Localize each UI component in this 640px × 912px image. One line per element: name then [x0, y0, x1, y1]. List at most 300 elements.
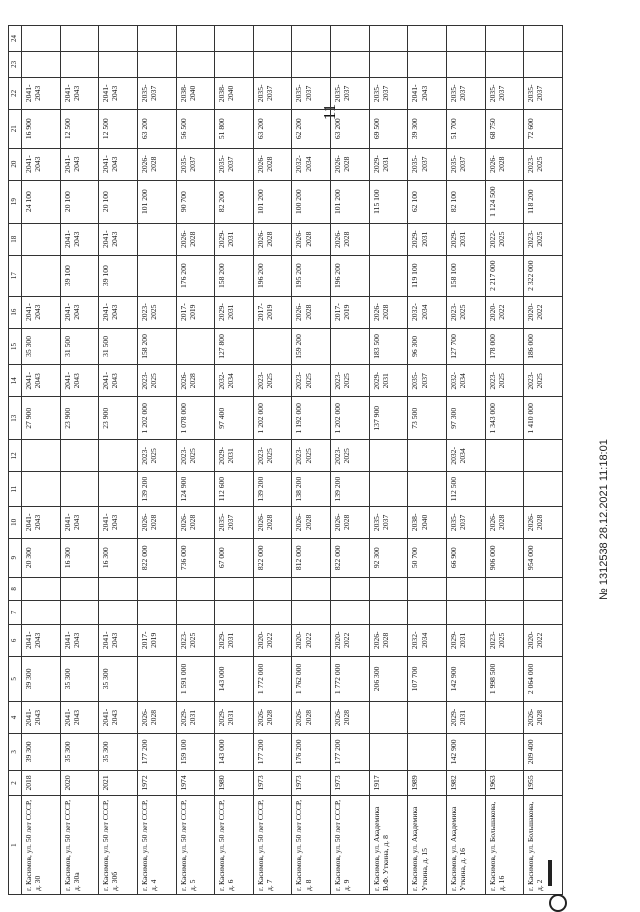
table-cell: 51 700: [447, 109, 486, 148]
table-cell: [369, 223, 408, 255]
table-cell: 39 300: [408, 109, 447, 148]
table-cell: 1 202 000: [253, 397, 292, 440]
table-cell: 2023-2025: [331, 365, 370, 397]
table-cell: 62 200: [292, 109, 331, 148]
table-cell: [447, 26, 486, 52]
table-cell: 101 200: [137, 180, 176, 223]
table-cell: 177 200: [137, 734, 176, 770]
table-cell: 2026-2028: [253, 701, 292, 733]
table-cell: 2038-2040: [215, 77, 254, 109]
table-row: [331, 26, 370, 895]
table-row: [22, 26, 61, 895]
table-cell: [176, 328, 215, 364]
table-cell: 822 000: [331, 538, 370, 577]
table-cell: 2020: [60, 770, 99, 796]
table-cell: 2026-2028: [176, 365, 215, 397]
table-cell: 2026-2028: [485, 506, 524, 538]
table-cell: 2035-2037: [253, 77, 292, 109]
table-cell: [331, 601, 370, 625]
table-cell: [331, 52, 370, 78]
table-cell: 82 100: [447, 180, 486, 223]
table-cell: 69 500: [369, 109, 408, 148]
table-cell: 127 800: [215, 328, 254, 364]
table-cell: 63 200: [331, 109, 370, 148]
table-cell: 2023-2025: [176, 624, 215, 656]
table-cell: 101 200: [331, 180, 370, 223]
table-cell: [331, 26, 370, 52]
table-cell: 112 500: [447, 472, 486, 506]
table-cell: 143 000: [215, 656, 254, 701]
table-cell: 2023-2025: [253, 440, 292, 472]
table-cell: 1917: [369, 770, 408, 796]
table-cell: [331, 328, 370, 364]
table-cell: 1955: [524, 770, 563, 796]
table-cell: 31 500: [60, 328, 99, 364]
address-cell: г. Касимов, ул. 50 лет СССР, д. 6: [215, 796, 254, 895]
table-cell: [253, 577, 292, 601]
table-cell: 2041-2043: [60, 624, 99, 656]
table-cell: 35 300: [22, 328, 61, 364]
table-cell: [408, 734, 447, 770]
table-cell: [524, 577, 563, 601]
table-row: [408, 26, 447, 895]
table-cell: 39 300: [22, 734, 61, 770]
header-cell: 9: [9, 538, 22, 577]
table-cell: 97 300: [447, 397, 486, 440]
table-cell: 2026-2028: [369, 296, 408, 328]
table-cell: [292, 577, 331, 601]
table-cell: 2023-2025: [253, 365, 292, 397]
table-cell: 73 500: [408, 397, 447, 440]
table-cell: [485, 26, 524, 52]
header-cell: 15: [9, 328, 22, 364]
table-cell: 158 200: [215, 255, 254, 296]
table-cell: 2 217 000: [485, 255, 524, 296]
table-cell: 139 200: [253, 472, 292, 506]
table-cell: 195 200: [292, 255, 331, 296]
header-cell: 23: [9, 52, 22, 78]
table-cell: 186 000: [524, 328, 563, 364]
table-cell: 2035-2037: [137, 77, 176, 109]
table-cell: 2041-2043: [99, 701, 138, 733]
header-cell: 14: [9, 365, 22, 397]
table-cell: [408, 472, 447, 506]
table-cell: [60, 577, 99, 601]
table-cell: [369, 26, 408, 52]
table-cell: 2 064 000: [524, 656, 563, 701]
table-cell: [137, 52, 176, 78]
table-cell: 2035-2037: [176, 148, 215, 180]
table-cell: 142 900: [447, 734, 486, 770]
header-row: [9, 26, 22, 895]
table-cell: 2020-2022: [253, 624, 292, 656]
table-cell: 66 900: [447, 538, 486, 577]
table-cell: 1989: [408, 770, 447, 796]
table-cell: [408, 440, 447, 472]
table-cell: [22, 223, 61, 255]
header-cell: 1: [9, 796, 22, 895]
table-cell: 90 700: [176, 180, 215, 223]
table-cell: 23 900: [60, 397, 99, 440]
table-cell: 1973: [331, 770, 370, 796]
table-cell: [99, 601, 138, 625]
table-cell: 2041-2043: [99, 223, 138, 255]
table-cell: 50 700: [408, 538, 447, 577]
table-cell: [447, 601, 486, 625]
table-cell: 2023-2025: [485, 624, 524, 656]
table-cell: [22, 601, 61, 625]
table-cell: 2026-2028: [292, 701, 331, 733]
table-cell: 2038-2040: [176, 77, 215, 109]
table-cell: 2041-2043: [408, 77, 447, 109]
table-cell: 107 700: [408, 656, 447, 701]
table-cell: 2026-2028: [485, 148, 524, 180]
table-cell: 12 500: [99, 109, 138, 148]
table-cell: 72 600: [524, 109, 563, 148]
table-cell: 2023-2025: [137, 365, 176, 397]
table-cell: 2026-2028: [524, 701, 563, 733]
table-cell: 1982: [447, 770, 486, 796]
header-cell: 13: [9, 397, 22, 440]
table-cell: 2026-2028: [176, 506, 215, 538]
table-cell: 23 900: [99, 397, 138, 440]
table-cell: 2041-2043: [22, 77, 61, 109]
table-row: [253, 26, 292, 895]
table-cell: 56 500: [176, 109, 215, 148]
table-cell: 177 200: [253, 734, 292, 770]
header-cell: 21: [9, 109, 22, 148]
table-cell: 2041-2043: [99, 148, 138, 180]
table-cell: 178 000: [485, 328, 524, 364]
table-cell: 101 200: [253, 180, 292, 223]
header-cell: 16: [9, 296, 22, 328]
table-cell: 82 200: [215, 180, 254, 223]
table-cell: [253, 26, 292, 52]
table-cell: 2041-2043: [60, 365, 99, 397]
table-cell: 2041-2043: [60, 506, 99, 538]
table-cell: 2023-2025: [292, 365, 331, 397]
table-cell: 119 100: [408, 255, 447, 296]
table-cell: [22, 440, 61, 472]
table-cell: [60, 440, 99, 472]
table-cell: 139 200: [331, 472, 370, 506]
table-cell: 2017-2019: [176, 296, 215, 328]
table-cell: [253, 601, 292, 625]
table-cell: 1 202 000: [331, 397, 370, 440]
table-cell: 954 000: [524, 538, 563, 577]
table-cell: [331, 577, 370, 601]
table-cell: 158 200: [137, 328, 176, 364]
table-cell: 2038-2040: [408, 506, 447, 538]
address-cell: г. Касимов, ул. 50 лет СССР, д. 9: [331, 796, 370, 895]
table-cell: 1 124 500: [485, 180, 524, 223]
header-cell: 7: [9, 601, 22, 625]
table-cell: 39 300: [22, 656, 61, 701]
table-cell: 2035-2037: [369, 77, 408, 109]
table-cell: 2029-2031: [215, 223, 254, 255]
header-cell: 24: [9, 26, 22, 52]
table-cell: 206 300: [369, 656, 408, 701]
table-cell: 183 500: [369, 328, 408, 364]
table-cell: 2041-2043: [22, 296, 61, 328]
table-cell: 2041-2043: [99, 365, 138, 397]
table-cell: 2032-2034: [215, 365, 254, 397]
table-cell: 2020-2022: [524, 624, 563, 656]
table-cell: 92 300: [369, 538, 408, 577]
table-cell: [292, 52, 331, 78]
table-cell: 97 400: [215, 397, 254, 440]
table-cell: 62 100: [408, 180, 447, 223]
address-cell: г. Касимов, ул. Большакова, д. 2: [524, 796, 563, 895]
table-cell: 2026-2028: [292, 296, 331, 328]
table-cell: 138 200: [292, 472, 331, 506]
table-cell: 2032-2034: [447, 440, 486, 472]
table-cell: 2041-2043: [22, 148, 61, 180]
table-cell: 1 998 500: [485, 656, 524, 701]
table-cell: 2020-2022: [524, 296, 563, 328]
table-cell: 1 591 000: [176, 656, 215, 701]
table-cell: 2041-2043: [99, 624, 138, 656]
table-row: [292, 26, 331, 895]
table-cell: 2029-2031: [215, 296, 254, 328]
table-cell: 2026-2028: [176, 223, 215, 255]
table-cell: [137, 26, 176, 52]
table-cell: 2023-2025: [524, 148, 563, 180]
table-cell: [99, 26, 138, 52]
table-cell: 16 900: [22, 109, 61, 148]
table-cell: [137, 255, 176, 296]
table-cell: 822 000: [137, 538, 176, 577]
header-cell: 10: [9, 506, 22, 538]
table-cell: [137, 577, 176, 601]
header-cell: 8: [9, 577, 22, 601]
address-cell: г. Касимов, ул. 50 лет СССР, д. 30б: [99, 796, 138, 895]
table-cell: [22, 255, 61, 296]
table-cell: 24 100: [22, 180, 61, 223]
table-cell: 112 600: [215, 472, 254, 506]
table-cell: 2035-2037: [292, 77, 331, 109]
address-cell: г. Касимов, ул. 50 лет СССР, д. 7: [253, 796, 292, 895]
table-cell: 2041-2043: [60, 701, 99, 733]
table-cell: 2022-2025: [485, 223, 524, 255]
table-cell: [485, 52, 524, 78]
table-cell: [369, 601, 408, 625]
table-cell: 51 800: [215, 109, 254, 148]
rotated-table-container: [8, 25, 563, 895]
table-cell: [524, 472, 563, 506]
table-cell: 2017-2019: [331, 296, 370, 328]
header-cell: 18: [9, 223, 22, 255]
table-cell: 20 100: [60, 180, 99, 223]
table-cell: 2020-2022: [292, 624, 331, 656]
table-cell: [485, 472, 524, 506]
table-cell: 2023-2025: [524, 365, 563, 397]
table-cell: 2026-2028: [253, 148, 292, 180]
table-cell: 63 200: [253, 109, 292, 148]
table-row: [447, 26, 486, 895]
table-cell: [176, 52, 215, 78]
table-cell: [485, 734, 524, 770]
table-cell: [524, 26, 563, 52]
table-cell: 2023-2025: [485, 365, 524, 397]
table-cell: [60, 26, 99, 52]
table-cell: 2 322 000: [524, 255, 563, 296]
table-cell: [253, 328, 292, 364]
table-cell: [524, 52, 563, 78]
table-cell: [408, 26, 447, 52]
table-cell: 822 000: [253, 538, 292, 577]
table-cell: 2026-2028: [524, 506, 563, 538]
table-cell: [22, 472, 61, 506]
table-cell: 1 343 000: [485, 397, 524, 440]
table-cell: 27 900: [22, 397, 61, 440]
table-cell: 736 000: [176, 538, 215, 577]
table-cell: 2041-2043: [22, 506, 61, 538]
table-cell: [447, 577, 486, 601]
address-cell: г. Касимов, ул. 50 лет СССР, д. 30: [22, 796, 61, 895]
table-cell: 16 300: [99, 538, 138, 577]
table-cell: 2041-2043: [99, 506, 138, 538]
table-cell: 1973: [253, 770, 292, 796]
table-row: [369, 26, 408, 895]
table-cell: 143 000: [215, 734, 254, 770]
seal-icon: [549, 894, 567, 912]
table-cell: 31 500: [99, 328, 138, 364]
table-cell: [485, 577, 524, 601]
table-cell: [485, 601, 524, 625]
table-cell: 196 200: [253, 255, 292, 296]
table-cell: [22, 577, 61, 601]
table-cell: 812 000: [292, 538, 331, 577]
table-cell: [408, 701, 447, 733]
table-cell: 176 200: [292, 734, 331, 770]
header-cell: 12: [9, 440, 22, 472]
table-cell: 1 192 000: [292, 397, 331, 440]
table-cell: 2035-2037: [369, 506, 408, 538]
table-cell: 35 300: [99, 656, 138, 701]
table-cell: [99, 52, 138, 78]
table-cell: 176 200: [176, 255, 215, 296]
table-cell: 2035-2037: [215, 148, 254, 180]
table-cell: 12 500: [60, 109, 99, 148]
table-cell: 177 200: [331, 734, 370, 770]
address-cell: г. Касимов, ул. Большакова, д. 16: [485, 796, 524, 895]
table-cell: 209 400: [524, 734, 563, 770]
table-cell: [369, 440, 408, 472]
table-cell: 2026-2028: [292, 223, 331, 255]
table-cell: [524, 601, 563, 625]
table-cell: 2026-2028: [253, 223, 292, 255]
table-cell: 2026-2028: [331, 148, 370, 180]
table-cell: 127 700: [447, 328, 486, 364]
table-cell: [369, 472, 408, 506]
table-cell: 2041-2043: [60, 223, 99, 255]
budget-table: [8, 25, 563, 895]
table-cell: 2041-2043: [99, 296, 138, 328]
table-cell: 1972: [137, 770, 176, 796]
table-row: [176, 26, 215, 895]
table-cell: 2018: [22, 770, 61, 796]
table-cell: 158 100: [447, 255, 486, 296]
table-cell: 159 100: [176, 734, 215, 770]
table-cell: 1974: [176, 770, 215, 796]
table-cell: 2035-2037: [447, 77, 486, 109]
table-cell: 2029-2031: [447, 701, 486, 733]
table-cell: 2041-2043: [60, 148, 99, 180]
table-cell: 2021: [99, 770, 138, 796]
table-cell: [60, 52, 99, 78]
table-cell: [408, 52, 447, 78]
table-cell: 39 100: [99, 255, 138, 296]
table-cell: 2032-2034: [447, 365, 486, 397]
table-cell: [408, 601, 447, 625]
table-cell: [524, 440, 563, 472]
table-cell: 2029-2031: [215, 701, 254, 733]
table-cell: 139 200: [137, 472, 176, 506]
table-cell: 1 772 000: [253, 656, 292, 701]
table-cell: 2035-2037: [485, 77, 524, 109]
table-cell: [369, 577, 408, 601]
table-cell: [99, 577, 138, 601]
header-cell: 3: [9, 734, 22, 770]
table-cell: [176, 601, 215, 625]
table-cell: [137, 601, 176, 625]
table-cell: 118 200: [524, 180, 563, 223]
table-cell: [137, 656, 176, 701]
header-cell: 11: [9, 472, 22, 506]
table-cell: 2041-2043: [22, 701, 61, 733]
address-cell: г. Касимов, ул. 50 лет СССР, д. 8: [292, 796, 331, 895]
address-cell: г. Касимов, ул. Академика Уткина, д. 16: [447, 796, 486, 895]
table-cell: 35 300: [99, 734, 138, 770]
table-cell: 2026-2028: [137, 506, 176, 538]
table-cell: 2017-2019: [253, 296, 292, 328]
table-cell: [215, 52, 254, 78]
table-cell: [215, 26, 254, 52]
address-cell: г. Касимов, ул. 50 лет СССР, д. 30а: [60, 796, 99, 895]
table-cell: 63 200: [137, 109, 176, 148]
table-cell: 1973: [292, 770, 331, 796]
table-cell: 2035-2037: [447, 506, 486, 538]
table-cell: 35 300: [60, 734, 99, 770]
table-cell: [369, 701, 408, 733]
table-cell: 2020-2022: [331, 624, 370, 656]
table-row: [485, 26, 524, 895]
table-cell: 2023-2025: [176, 440, 215, 472]
table-cell: [369, 255, 408, 296]
table-cell: 2026-2028: [137, 701, 176, 733]
table-cell: 2029-2031: [447, 223, 486, 255]
table-cell: [22, 26, 61, 52]
table-cell: 2026-2028: [292, 506, 331, 538]
table-cell: 2032-2034: [292, 148, 331, 180]
address-cell: г. Касимов, ул. 50 лет СССР, д. 4: [137, 796, 176, 895]
table-cell: 1 078 000: [176, 397, 215, 440]
table-cell: 2026-2028: [369, 624, 408, 656]
table-cell: [137, 223, 176, 255]
table-cell: 39 100: [60, 255, 99, 296]
table-cell: 2023-2025: [137, 296, 176, 328]
table-cell: 159 200: [292, 328, 331, 364]
table-cell: 2032-2034: [408, 624, 447, 656]
table-cell: [369, 734, 408, 770]
address-cell: г. Касимов, ул. Академика Уткина, д. 15: [408, 796, 447, 895]
table-cell: 2029-2031: [369, 148, 408, 180]
table-cell: 124 900: [176, 472, 215, 506]
table-cell: 2023-2025: [524, 223, 563, 255]
table-cell: 2035-2037: [331, 77, 370, 109]
table-cell: [485, 701, 524, 733]
